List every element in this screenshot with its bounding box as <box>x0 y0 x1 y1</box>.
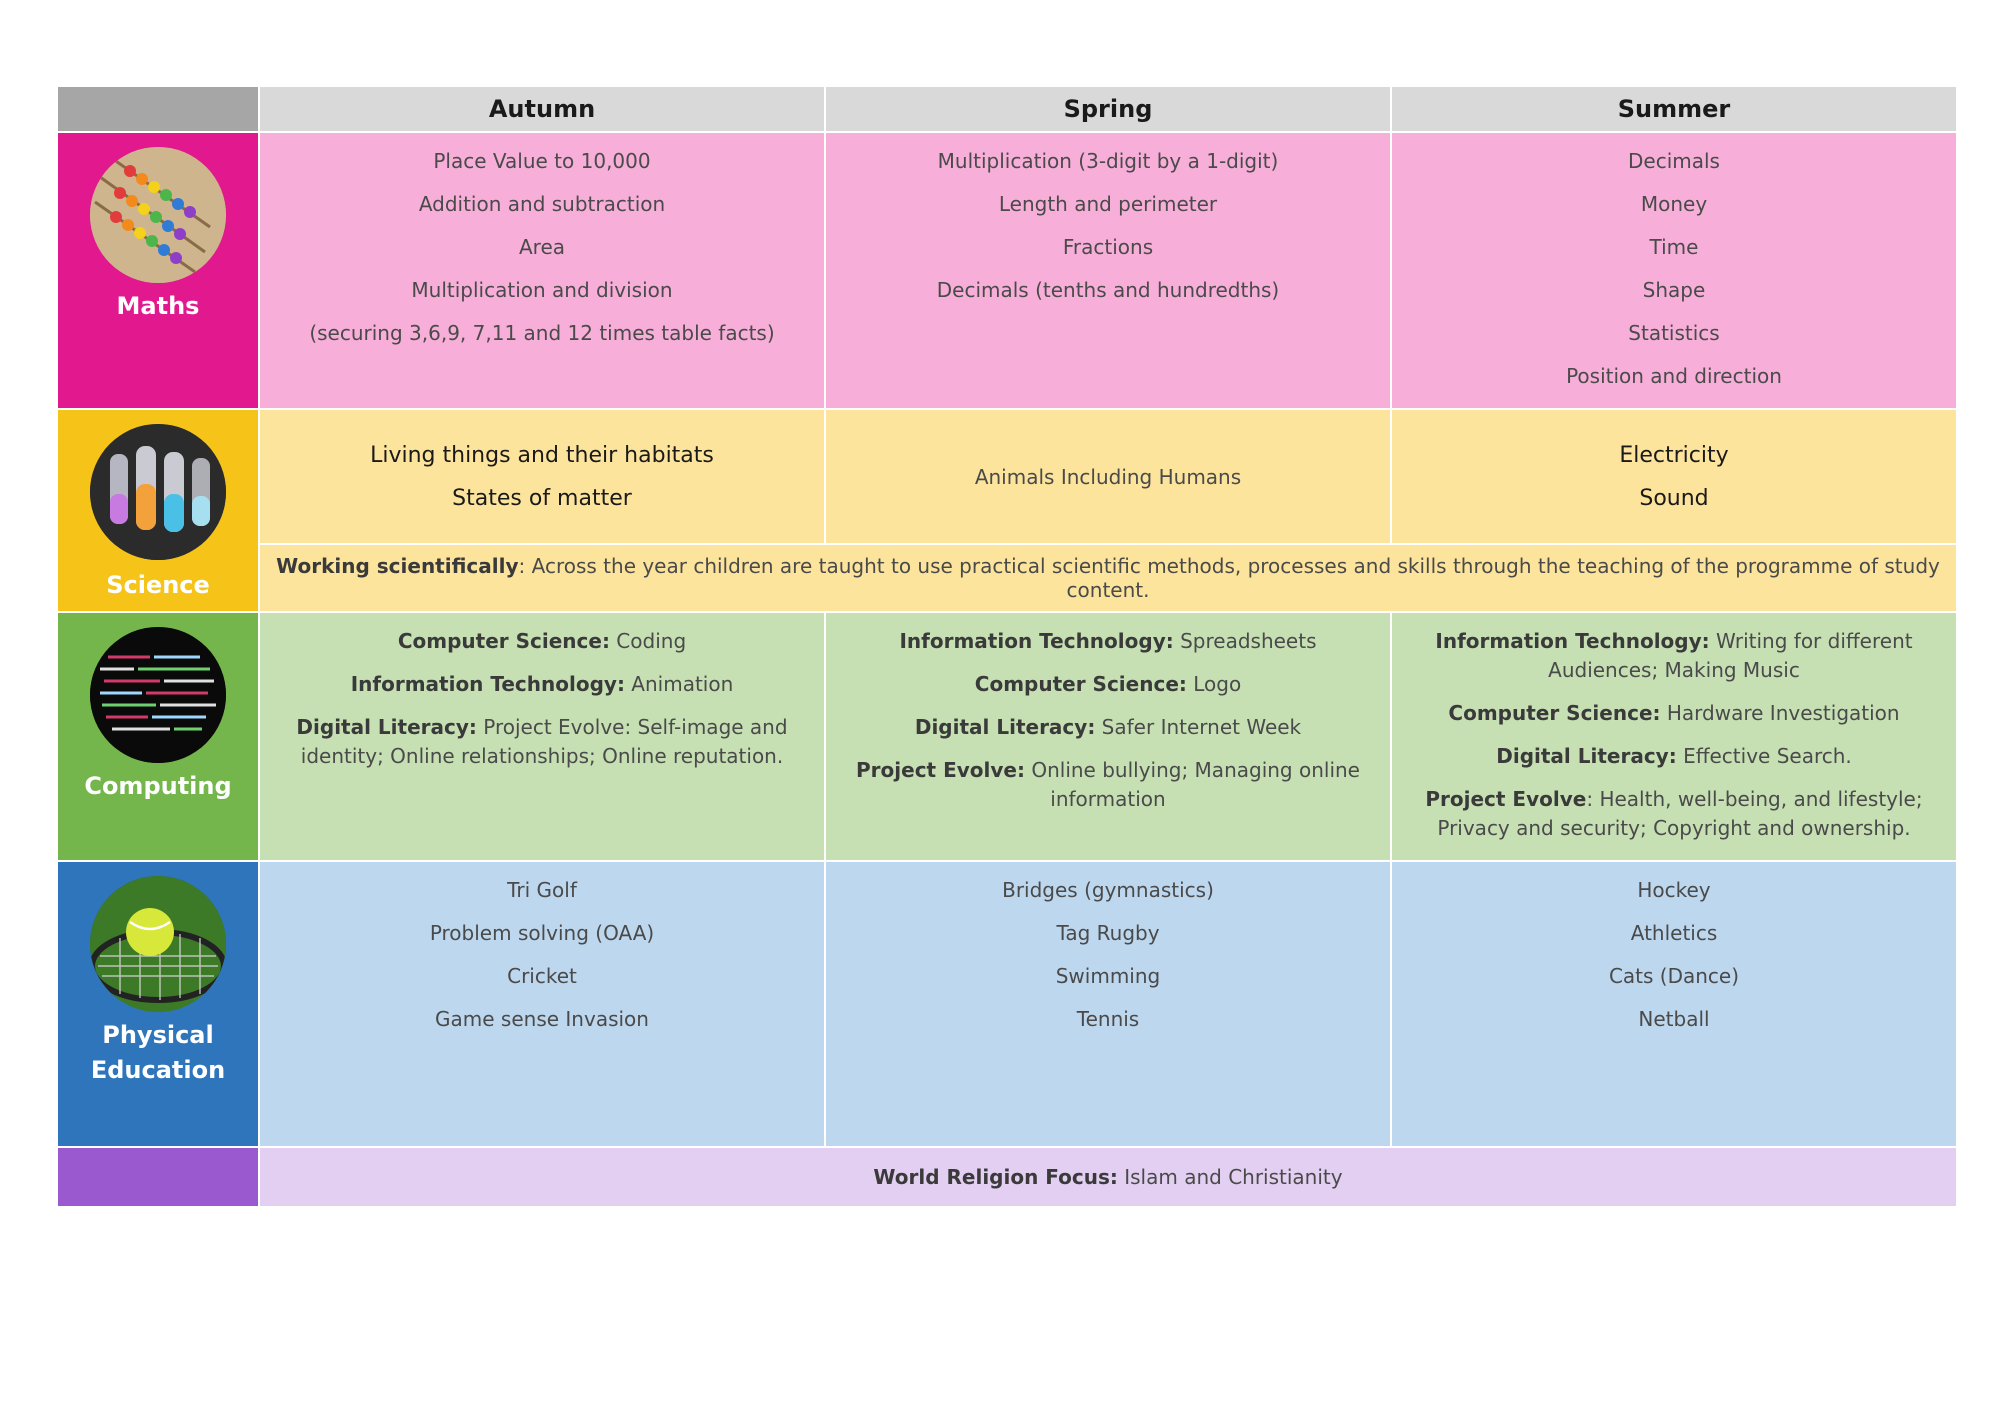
curriculum-table <box>58 87 1952 1206</box>
list-item: Hockey <box>1637 878 1711 902</box>
computing-spring-cell <box>826 613 1390 860</box>
working-scientifically-text: : Across the year children are taught to use practical scientific methods, processes and skills through the teaching of the programme of study content. <box>518 554 1940 602</box>
list-item: States of matter <box>452 485 632 511</box>
list-item: Time <box>1649 235 1699 259</box>
science-label-cell <box>58 410 258 611</box>
list-item: Tennis <box>1076 1007 1140 1031</box>
list-item: Project Evolve: Online bullying; Managing online information <box>856 758 1360 811</box>
list-item: Digital Literacy: Safer Internet Week <box>914 715 1302 739</box>
science-spring-cell <box>826 410 1390 543</box>
list-item: Information Technology: Spreadsheets <box>899 629 1317 653</box>
list-item: Cats (Dance) <box>1608 964 1740 988</box>
list-item: Place Value to 10,000 <box>433 149 651 173</box>
list-item: Statistics <box>1628 321 1720 345</box>
pe-spring-cell <box>826 862 1390 1146</box>
list-item: Tag Rugby <box>1056 921 1160 945</box>
list-item: Length and perimeter <box>998 192 1218 216</box>
list-item: Computer Science: Coding <box>397 629 687 653</box>
list-item: Problem solving (OAA) <box>429 921 655 945</box>
list-item: Swimming <box>1055 964 1161 988</box>
list-item: Computer Science: Logo <box>974 672 1242 696</box>
list-item: Shape <box>1642 278 1706 302</box>
list-item: Living things and their habitats <box>370 442 714 468</box>
list-item: Information Technology: Animation <box>350 672 734 696</box>
tennis-ball-icon <box>90 876 226 1012</box>
world-religion-heading: World Religion Focus: <box>873 1165 1118 1189</box>
science-label: Science <box>106 571 210 599</box>
maths-spring-cell <box>826 133 1390 408</box>
pe-autumn-cell <box>260 862 824 1146</box>
list-item: Game sense Invasion <box>435 1007 649 1031</box>
list-item: Addition and subtraction <box>418 192 666 216</box>
pe-label-line1: Physical <box>102 1021 214 1049</box>
header-corner <box>58 87 258 131</box>
list-item: Tri Golf <box>507 878 577 902</box>
working-scientifically-cell <box>260 545 1956 611</box>
list-item: Electricity <box>1619 442 1729 468</box>
computing-label: Computing <box>84 772 232 800</box>
pe-summer-cell <box>1392 862 1956 1146</box>
computing-label-cell <box>58 613 258 860</box>
list-item: Information Technology: Writing for different Audiences; Making Music <box>1435 629 1913 682</box>
maths-autumn-cell <box>260 133 824 408</box>
world-religion-cell <box>260 1148 1956 1206</box>
list-item: Digital Literacy: Effective Search. <box>1496 744 1852 768</box>
list-item: Area <box>518 235 566 259</box>
test-tubes-icon <box>90 424 226 560</box>
pe-label-cell <box>58 862 258 1146</box>
computing-summer-cell <box>1392 613 1956 860</box>
header-spring: Spring <box>826 87 1390 131</box>
list-item: Bridges (gymnastics) <box>1002 878 1214 902</box>
list-item: Decimals (tenths and hundredths) <box>936 278 1280 302</box>
science-summer-cell <box>1392 410 1956 543</box>
list-item: Cricket <box>507 964 577 988</box>
list-item: Multiplication (3-digit by a 1-digit) <box>937 149 1279 173</box>
maths-summer-cell <box>1392 133 1956 408</box>
list-item: Fractions <box>1062 235 1154 259</box>
maths-label: Maths <box>116 292 200 320</box>
list-item: Digital Literacy: Project Evolve: Self-image and identity; Online relationships; Online reputation. <box>296 715 788 768</box>
list-item: Project Evolve: Health, well-being, and lifestyle; Privacy and security; Copyright and ownership. <box>1425 787 1923 840</box>
list-item: Animals Including Humans <box>974 464 1242 489</box>
code-screen-icon <box>90 627 226 763</box>
list-item: Multiplication and division <box>411 278 673 302</box>
list-item: (securing 3,6,9, 7,11 and 12 times table facts) <box>309 321 775 345</box>
list-item: Sound <box>1639 485 1709 511</box>
list-item: Netball <box>1638 1007 1710 1031</box>
header-summer: Summer <box>1392 87 1956 131</box>
list-item: Computer Science: Hardware Investigation <box>1448 701 1900 725</box>
header-autumn: Autumn <box>260 87 824 131</box>
pe-label-line2: Education <box>90 1056 226 1084</box>
science-autumn-cell <box>260 410 824 543</box>
maths-label-cell <box>58 133 258 408</box>
world-religion-text: Islam and Christianity <box>1117 1165 1343 1189</box>
re-label-cell <box>58 1148 258 1206</box>
list-item: Athletics <box>1630 921 1718 945</box>
working-scientifically-heading: Working scientifically <box>276 554 519 578</box>
list-item: Money <box>1640 192 1708 216</box>
abacus-icon <box>90 147 226 283</box>
list-item: Decimals <box>1628 149 1720 173</box>
computing-autumn-cell <box>260 613 824 860</box>
list-item: Position and direction <box>1566 364 1782 388</box>
